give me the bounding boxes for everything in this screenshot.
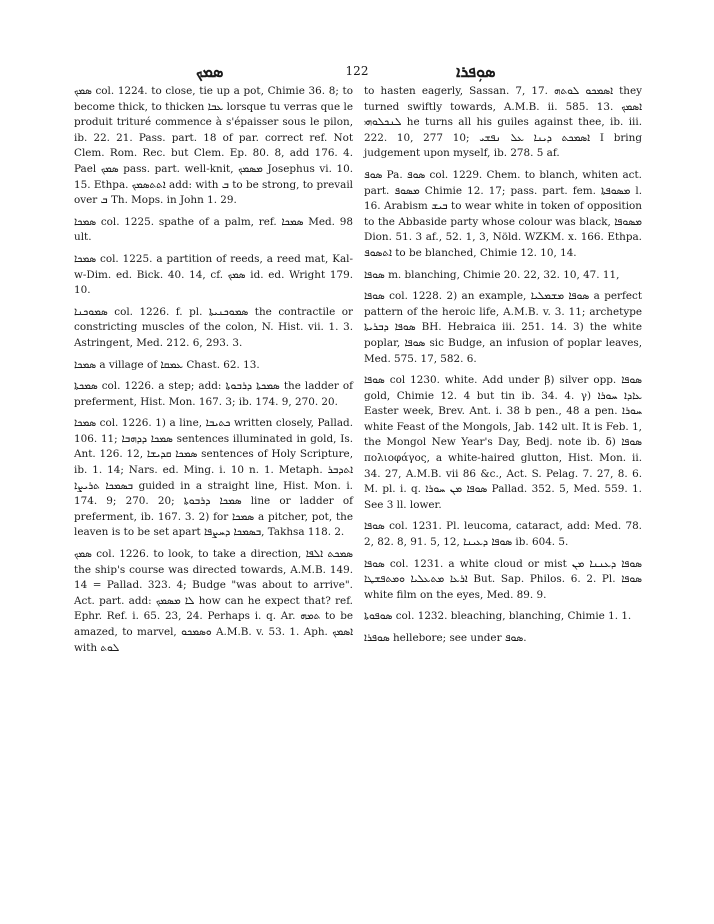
dictionary-entry: ܣܘܦܐ m. blanching, Chimie 20. 22, 32. 10, 47. 11,	[364, 268, 620, 281]
dictionary-entry: ܣܡܟܐ col. 1225. a partition of reeds, a reed mat, Kal-w-Dim. ed. Bick. 40. 14, cf. ܣܡܟ id. ed. Wright 179. 10.	[74, 252, 353, 297]
dictionary-entry: ܣܘܦ Pa. ܣܘܦ col. 1229. Chem. to blanch, whiten act. part. ܡܣܘܦ Chimie 12. 17; pass. part. fem. ܡܣܘܦܬܐ l. 16. Arabism ܒܝܫ to wear white in token of opposition to the Abbaside party whose colour was black, ܡܣܘܦܐ Dion. 51. 3 af., 52. 1, 3, Nöld. WZKM. x. 166. Ethpa. ܐܬܣܘܦ to be blanched, Chimie 12. 10, 14.	[364, 168, 642, 259]
left-column	[74, 84, 353, 662]
dictionary-entry: ܣܡܟܬܐ col. 1226. a step; add: ܣܡܟܬܐ ܕܪܒܘܬܐ the ladder of preferment, Hist. Mon. 167. 3; ib. 174. 9, 270. 20.	[74, 380, 353, 408]
running-head-right: ܣܘܼܦܪܐ	[456, 62, 496, 81]
dictionary-entry: ܣܘܦܐ col. 1231. a white cloud or mist ܣܘܦܐ ܕܥܢܢܐ ܡܢ ܐܪܥܐ ܡܬܥܠܝܐ ܘܡܬܦܫܛܐ But. Sap. Philos. 6. 2. Pl. ܣܘܦܐ white film on the eyes, Med. 89. 9.	[364, 557, 642, 601]
dictionary-entry: ܣܡܟ col. 1226. to look, to take a direction, ܣܡܟܬ ܐܠܦܐ the ship's course was directed towards, A.M.B. 149. 14 = Pallad. 323. 4; Budge "was about to arrive". Act. part. add: ܠܐ ܡܣܡܟ how can he expect that? ref. Ephr. Ref. i. 65. 23, 24. Perhaps i. q. Ar. ܬܡܗ to be amazed, to marvel, ܘܣܡܟܘ A.M.B. v. 53. 1. Aph. ܐܣܡܟ with ܠܘܬ	[74, 548, 354, 654]
dictionary-entry: ܣܘܦܐ col. 1228. 2) an example, ܣܘܦܐ ܡܫܡܠܝܐ a perfect pattern of the heroic life, A.M.B. v. 3. 11; archetype ܣܘܦܐ ܕܒܪܝܬܐ BH. Hebraica iii. 251. 14. 3) the white poplar, ܣܘܦܐ sic Budge, an infusion of poplar leaves, Med. 575. 17, 582. 6.	[364, 290, 642, 365]
dictionary-entry: ܣܡܘܟܢܐ col. 1226. f. pl. ܣܡܘܟܢܝܬܐ the contractile or constricting muscles of the colon, N. Hist. vii. 1. 3. Astringent, Med. 212. 6, 293. 3.	[74, 305, 353, 349]
dictionary-entry: ܣܘܦܘܬܐ col. 1232. bleaching, blanching, Chimie 1. 1.	[364, 610, 632, 623]
running-head-left: ܣܡܟ	[196, 62, 224, 81]
dictionary-entry: ܣܡܟܐ a village of ܥܡܩܐ Chast. 62. 13.	[74, 358, 260, 371]
dictionary-entry: ܣܡܟܐ col. 1225. spathe of a palm, ref. ܣܡܟܐ Med. 98 ult.	[74, 215, 353, 244]
dictionary-entry: ܣܡܟ col. 1224. to close, tie up a pot, Chimie 36. 8; to become thick, to thicken ܥܒܐ lorsque tu verras que le produit trituré commence à s'épaisser sous le pilon, ib. 22. 21. Pass. part. 18 of par. correct ref. Not Clem. Rom. Rec. but Clem. Ep. 80. 8, add 176. 4. Pael ܣܡܟ pass. part. well-knit, ܡܣܡܟ Josephus vi. 10. 15. Ethpa. ܐܬܬܣܡܟ add: with ܒ to be strong, to prevail over ܒ Th. Mops. in John 1. 29.	[74, 85, 354, 207]
dictionary-entry: ܣܘܦܪܐ hellebore; see under ܣܘܦ.	[364, 632, 527, 644]
dictionary-entry: ܣܡܟܐ col. 1226. 1) a line, ܟܬܝܒܐ written closely, Pallad. 106. 11; ܣܡܟܐ ܕܕܗܒܐ sentences illuminated in gold, Is. Ant. 126. 12, ܣܡܟܐ ܩܕܝܫܐ sentences of Holy Scripture, ib. 1. 14; Nars. ed. Ming. i. 10 n. 1. Metaph. ܐܬܕܒܪ ܒܣܡܟܐ ܬܪܝܨܐ guided in a straight line, Hist. Mon. i. 174. 9; 270. 20; ܣܡܟܐ ܕܪܒܘܬܐ line or ladder of preferment, ib. 167. 3. 2) for ܣܡܟܐ a pitcher, pot, the leaven is to be set apart ܒܣܡܟܐ ܕܚܨܦܐ, Takhsa 118. 2.	[74, 417, 354, 539]
dictionary-entry: to hasten eagerly, Sassan. 7, 17. ܐܣܡܟܘ ܠܘܬܗ they turned swiftly towards, A.M.B. ii. 585. 13. ܐܣܡܟ ܠܢܟܠܘܗܝ he turns all his guiles against thee, ib. iii. 222. 10, 277 10; ܐܣܡܟܬ ܕܝܢܐ ܥܠ ܢܦܫܝ I bring judgement upon myself, ib. 278. 5 af.	[364, 85, 642, 160]
right-column	[364, 84, 642, 653]
dictionary-entry: ܣܘܦܐ col. 1231. Pl. leucoma, cataract, add: Med. 78. 2, 82. 8, 91. 5, 12, ܣܘܦܐ ܕܥܝܢܐ ib. 604. 5.	[364, 520, 642, 549]
dictionary-entry: ܣܘܦܐ col 1230. white. Add under β) silver opp. ܣܘܦܐ gold, Chimie 12. 4 but tin ib. 34. 4. γ) ܥܐܕܐ ܚܘܪܐ Easter week, Brev. Ant. i. 38 b pen., 48 a pen. ܚܘܪܐ white Feast of the Mongols, Jab. 142 ult. It is Feb. 1, the Mongol New Year's Day, Bedj. note ib. δ) ܣܘܦܐ πολιοφάγος, a white-haired glutton, Hist. Mon. ii. 34. 27, A.M.B. vii 86 &c., Act. S. Pelag. 7. 27, 8. 6. M. pl. i. q. ܣܘܦܐ ܡܢ ܚܘܪܐ Pallad. 352. 5, Med. 559. 1. See 3 ll. lower.	[364, 374, 642, 511]
page-number: 122	[345, 64, 369, 78]
